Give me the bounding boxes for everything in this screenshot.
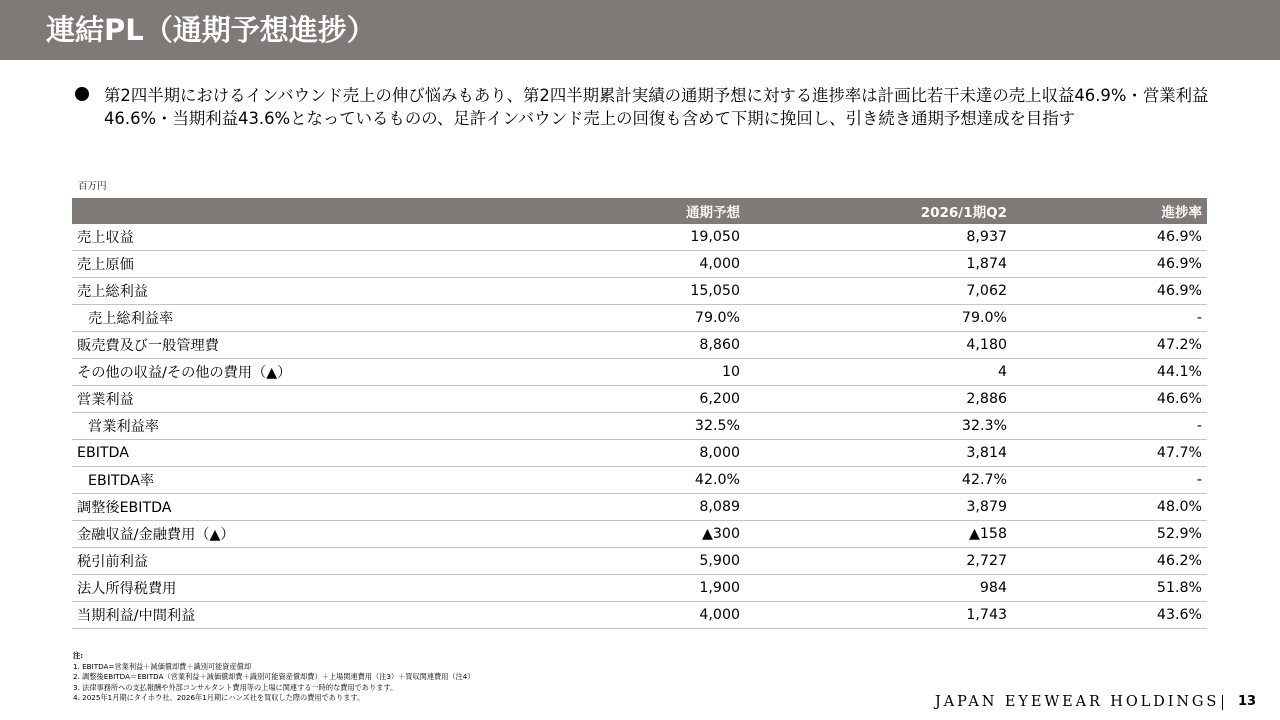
row-label: 売上原価 — [72, 251, 475, 278]
table-row — [72, 359, 1207, 386]
footnotes-heading: 注: — [73, 651, 84, 660]
header-progress: 進捗率 — [1012, 198, 1207, 224]
row-label: 法人所得税費用 — [72, 575, 475, 602]
unit-label: 百万円 — [78, 181, 107, 192]
forecast-value: 5,900 — [475, 548, 745, 575]
company-brand: JAPAN EYEWEAR HOLDINGS — [935, 694, 1220, 710]
footnote-item: 2. 調整後EBITDA＝EBITDA（営業利益＋減価償却費＋識別可能資産償却費）＋上場関連費用（注3）＋買収関連費用（注4） — [73, 672, 475, 682]
forecast-value: 42.0% — [475, 467, 745, 494]
pl-table — [72, 198, 1207, 629]
table-row — [72, 494, 1207, 521]
progress-value: 52.9% — [1012, 521, 1207, 548]
row-label: 営業利益 — [72, 386, 475, 413]
table-row — [72, 413, 1207, 440]
progress-value: 48.0% — [1012, 494, 1207, 521]
table-row — [72, 251, 1207, 278]
progress-value: 46.9% — [1012, 224, 1207, 251]
forecast-value: 10 — [475, 359, 745, 386]
page-title: 連結PL（通期予想進捗） — [46, 13, 376, 47]
actual-value: 3,814 — [745, 440, 1012, 467]
forecast-value: 79.0% — [475, 305, 745, 332]
actual-value: 4 — [745, 359, 1012, 386]
forecast-value: 8,089 — [475, 494, 745, 521]
table-row — [72, 602, 1207, 629]
table-row — [72, 278, 1207, 305]
table-header-row — [72, 198, 1207, 224]
actual-value: 79.0% — [745, 305, 1012, 332]
progress-value: 46.9% — [1012, 251, 1207, 278]
progress-value: 47.7% — [1012, 440, 1207, 467]
row-label: 売上総利益率 — [72, 305, 475, 332]
bullet-dot — [75, 87, 89, 101]
forecast-value: 8,000 — [475, 440, 745, 467]
progress-value: 44.1% — [1012, 359, 1207, 386]
footer-divider — [1222, 695, 1223, 710]
table-row — [72, 575, 1207, 602]
actual-value: 1,743 — [745, 602, 1012, 629]
progress-value: - — [1012, 305, 1207, 332]
actual-value: 4,180 — [745, 332, 1012, 359]
actual-value: 42.7% — [745, 467, 1012, 494]
header-forecast: 通期予想 — [475, 198, 745, 224]
table-row — [72, 305, 1207, 332]
actual-value: ▲158 — [745, 521, 1012, 548]
row-label: 売上収益 — [72, 224, 475, 251]
table-row — [72, 386, 1207, 413]
title-bar — [0, 0, 1280, 60]
row-label: EBITDA — [72, 440, 475, 467]
footnote-item: 1. EBITDA=営業利益＋減価償却費＋識別可能資産償却 — [73, 661, 252, 671]
row-label: EBITDA率 — [72, 467, 475, 494]
row-label: 税引前利益 — [72, 548, 475, 575]
table-row — [72, 521, 1207, 548]
row-label: その他の収益/その他の費用（▲） — [72, 359, 475, 386]
actual-value: 3,879 — [745, 494, 1012, 521]
table-row — [72, 440, 1207, 467]
row-label: 販売費及び一般管理費 — [72, 332, 475, 359]
row-label: 金融収益/金融費用（▲） — [72, 521, 475, 548]
actual-value: 1,874 — [745, 251, 1012, 278]
table-row — [72, 332, 1207, 359]
forecast-value: 32.5% — [475, 413, 745, 440]
forecast-value: 1,900 — [475, 575, 745, 602]
table-row — [72, 224, 1207, 251]
forecast-value: 6,200 — [475, 386, 745, 413]
forecast-value: 19,050 — [475, 224, 745, 251]
row-label: 営業利益率 — [72, 413, 475, 440]
actual-value: 32.3% — [745, 413, 1012, 440]
progress-value: 46.2% — [1012, 548, 1207, 575]
actual-value: 2,727 — [745, 548, 1012, 575]
row-label: 売上総利益 — [72, 278, 475, 305]
footnote-item: 3. 法律事務所への支払報酬や外部コンサルタント費用等の上場に関連する一時的な費用であります。 — [73, 682, 398, 692]
progress-value: 51.8% — [1012, 575, 1207, 602]
forecast-value: ▲300 — [475, 521, 745, 548]
footnote-item: 4. 2025年1月期にタイホウ社、2026年1月期にハンズ社を買収した際の費用であります。 — [73, 693, 365, 703]
forecast-value: 4,000 — [475, 251, 745, 278]
header-label-cell — [72, 198, 475, 224]
progress-value: - — [1012, 413, 1207, 440]
row-label: 当期利益/中間利益 — [72, 602, 475, 629]
forecast-value: 4,000 — [475, 602, 745, 629]
row-label: 調整後EBITDA — [72, 494, 475, 521]
progress-value: 43.6% — [1012, 602, 1207, 629]
footnotes — [73, 651, 475, 704]
forecast-value: 8,860 — [475, 332, 745, 359]
header-actual: 2026/1期Q2 — [745, 198, 1012, 224]
actual-value: 7,062 — [745, 278, 1012, 305]
actual-value: 8,937 — [745, 224, 1012, 251]
actual-value: 984 — [745, 575, 1012, 602]
actual-value: 2,886 — [745, 386, 1012, 413]
progress-value: 46.6% — [1012, 386, 1207, 413]
progress-value: 46.9% — [1012, 278, 1207, 305]
table-row — [72, 548, 1207, 575]
progress-value: - — [1012, 467, 1207, 494]
forecast-value: 15,050 — [475, 278, 745, 305]
progress-value: 47.2% — [1012, 332, 1207, 359]
page-number: 13 — [1238, 694, 1257, 709]
summary-bullet-text: 第2四半期におけるインバウンド売上の伸び悩みもあり、第2四半期累計実績の通期予想に対する進捗率は計画比若干未達の売上収益46.9%・営業利益46.6%・当期利益43.6%となっているものの、足許インバウンド売上の回復も含めて下期に挽回し、引き続き通期予想達成を目指す — [104, 86, 1209, 128]
table-row — [72, 467, 1207, 494]
